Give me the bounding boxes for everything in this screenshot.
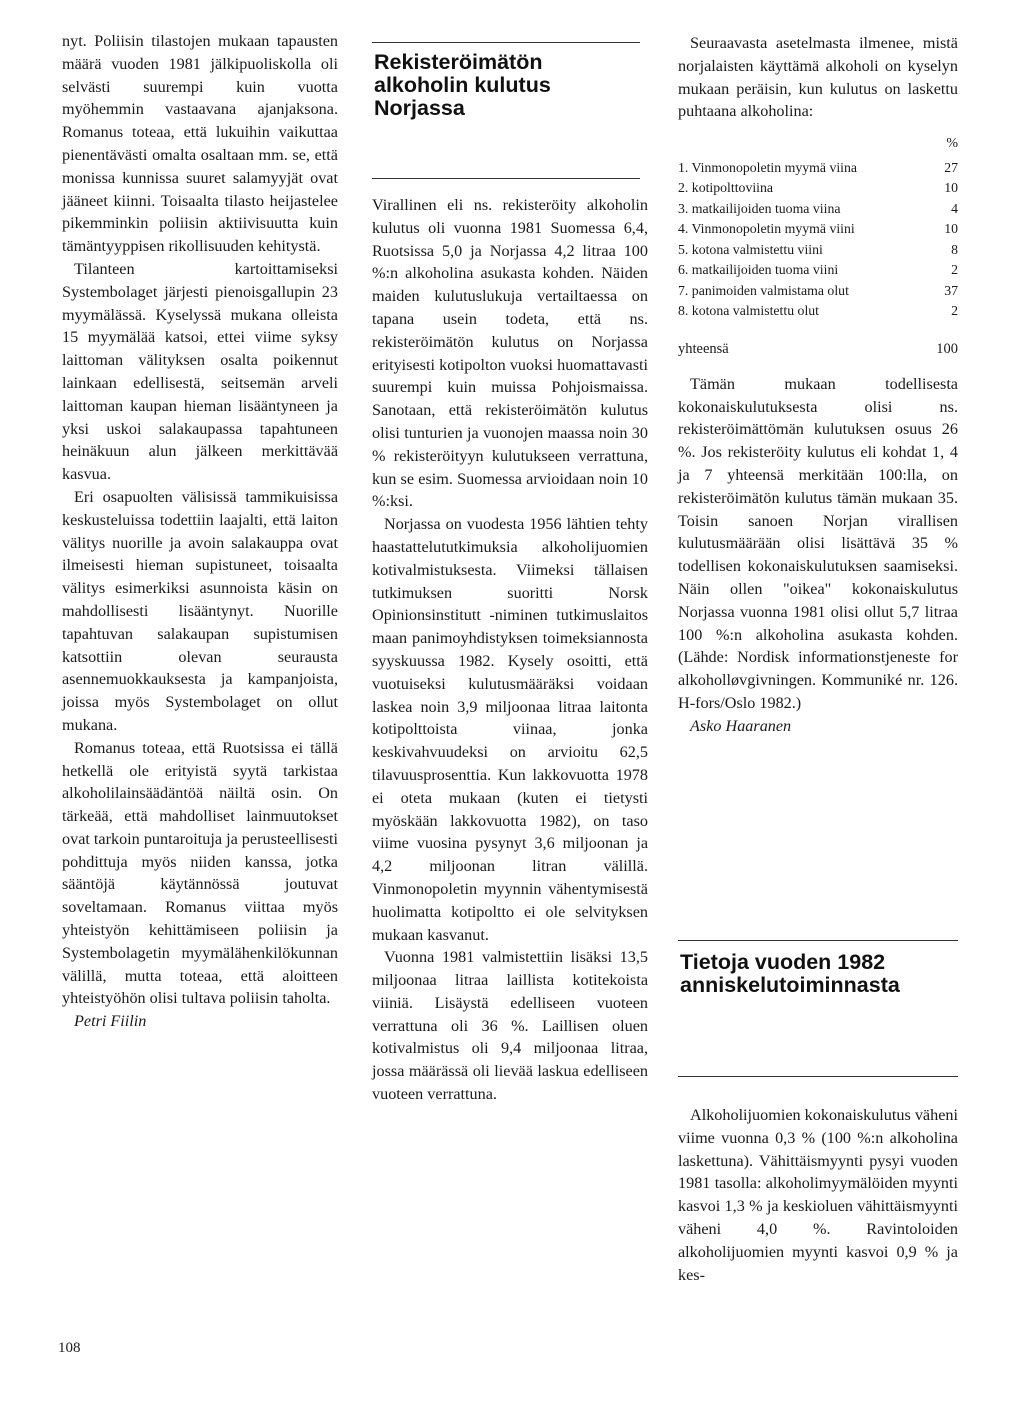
- body-paragraph: Norjassa on vuodesta 1956 lähtien tehty haastattelututkimuksia alkoholijuomien kotivalmistuksesta. Viimeksi tällaisen tutkimuksen suoritti Norsk Opinionsinstitutt -niminen tutkimuslaitos maan panimoyhdistyksen toimeksiannosta syyskuussa 1982. Kysely osoitti, että vuotuiseksi kulutusmääräksi voidaan laskea noin 3,9 miljoonaa litraa laitonta kotipolttoista viinaa, jonka keskivahvuudeksi on arvioitu 62,5 tilavuusprosenttia. Kun lakkovuotta 1978 ei oteta mukaan (kuten ei tietysti myöskään lakkovuotta 1982), on taso viime vuosina pysynyt 3,6 miljoonan ja 4,2 miljoonan litran välillä. Vinmonopoletin myynnin vähentymisestä huolimatta kotipoltto ei ole selvityksen mukaan kasvanut.: [372, 515, 648, 944]
- row-label: 1. Vinmonopoletin myymä viina: [678, 159, 858, 175]
- row-label: 7. panimoiden valmistama olut: [678, 282, 849, 298]
- intro-paragraph: Seuraavasta asetelmasta ilmenee, mistä norjalaisten käyttämä alkoholi on kyselyn mukaan peräisin, kun kulutus on laskettu puhtaana alkoholina:: [678, 34, 958, 121]
- author-signature: Petri Fiilin: [74, 1012, 147, 1031]
- body-paragraph: Romanus toteaa, että Ruotsissa ei tällä hetkellä ole erityistä syytä tarkistaa alkoholilainsäädäntöä näiltä osin. On tärkeää, että mahdolliset lainmuutokset ovat tarkoin puntaroituja ja perusteellisesti pohdittuja myös niiden kanssa, jotka sääntöjä käytännössä joutuvat soveltamaan. Romanus viittaa myös yhteistyön kehittämiseen poliisin ja Systembolagetin myymälähenkilökunnan välillä, mutta toteaa, että aloitteen yhteistyöhön olisi tultava poliisin taholta.: [62, 738, 339, 1008]
- table-row: [678, 199, 958, 220]
- body-paragraph: Alkoholijuomien kokonaiskulutus väheni viime vuonna 0,3 % (100 %:n alkoholina laskettuna). Vähittäismyynti pysyi vuoden 1981 tasolla: alkoholimyymälöiden myynti kasvoi 1,3 % ja keskioluen vähittäismyynti väheni 4,0 %. Ravintoloiden alkoholijuomien myynti kasvoi 0,9 % ja kes-: [678, 1106, 958, 1284]
- row-value: 10: [944, 180, 958, 196]
- row-label: 8. kotona valmistettu olut: [678, 303, 820, 319]
- table-row: [678, 178, 958, 199]
- row-label: 2. kotipolttoviina: [678, 180, 774, 196]
- headline-rule-bottom: [372, 178, 640, 179]
- row-label: 4. Vinmonopoletin myymä viini: [678, 221, 855, 237]
- body-paragraph: Virallinen eli ns. rekisteröity alkoholin kulutus oli vuonna 1981 Suomessa 6,4, Ruotsissa 5,0 ja Norjassa 4,2 litraa 100 %:n alkoholina asukasta kohden. Näiden maiden kulutuslukuja vertailtaessa on tapana usein todeta, että ns. rekisteröimätön kulutus on Norjassa erityisesti kotipolton vuoksi huomattavasti suurempi kuin muissa Pohjoismaissa. Sanotaan, että rekisteröimätön kulutus olisi tunturien ja vuonojen maassa noin 30 % rekisteröityyn kulutukseen verrattuna, kun se esim. Suomessa arvioidaan noin 10 %:ksi.: [372, 196, 648, 511]
- row-value: 8: [951, 241, 958, 257]
- total-value: 100: [936, 340, 958, 357]
- total-label: yhteensä: [678, 340, 729, 357]
- article-body: [678, 1104, 958, 1286]
- body-paragraph: Tilanteen kartoittamiseksi Systembolaget järjesti pienoisgallupin 23 myymälässä. Kyselyssä mukana olleista 15 myymälää katsoi, ettei viime syksy laittoman välityksen osalta poikennut lainkaan edellisestä, seitsemän arveli laittoman kaupan hieman lisääntyneen ja yksi uskoi salakaupassa tapahtuneen heinäkuun alun jälkeen merkittävää kasvua.: [62, 259, 338, 484]
- row-label: 3. matkailijoiden tuoma viina: [678, 200, 841, 216]
- row-value: 27: [944, 159, 958, 175]
- table-row: [678, 240, 958, 261]
- author-signature: Asko Haaranen: [690, 716, 792, 735]
- table-row: [678, 158, 958, 179]
- table-row: [678, 219, 958, 240]
- column-right: [678, 32, 958, 738]
- column-left: [62, 30, 338, 1033]
- body-paragraph: Eri osapuolten välisissä tammikuisissa keskusteluissa todettiin laajalti, että laiton välitys nuorille ja avoin salakauppa ovat ilmeisesti hieman supistuneet, toisaalta välitys esimerkiksi asunnoista käsin on mahdollisesti lisääntynyt. Nuorille tapahtuvan salakaupan supistumisen katsottiin olevan seurausta asennemuokkauksesta ja kampanjoista, joissa myös Systembolaget on ollut mukana.: [62, 487, 338, 734]
- article-headline: Rekisteröimätön alkoholin kulutus Norjassa: [374, 50, 551, 120]
- headline-rule-top: [372, 42, 640, 43]
- row-label: 6. matkailijoiden tuoma viini: [678, 262, 839, 278]
- headline-rule-top: [678, 940, 958, 941]
- row-value: 4: [951, 200, 958, 216]
- percent-header: %: [946, 136, 958, 152]
- body-paragraph: Vuonna 1981 valmistettiin lisäksi 13,5 miljoonaa litraa laillista kotitekoista viiniä. Lisäystä edelliseen vuoteen verrattuna oli 36 %. Laillisen oluen kotivalmistus oli 9,4 miljoonaa litraa, jossa määrässä oli lievää laskua edelliseen vuoteen verrattuna.: [372, 948, 648, 1104]
- table-total-row: [678, 338, 958, 361]
- alcohol-source-table: [678, 158, 958, 322]
- body-paragraph: Tämän mukaan todellisesta kokonaiskulutuksesta olisi ns. rekisteröimättömän kulutuksen osuus 26 %. Jos rekisteröity kulutus eli kohdat 1, 4 ja 7 yhteensä merkitään 100:lla, on rekisteröimätön kulutus tämän mukaan 35. Toisin sanoen Norjan virallisen kulutusmäärään olisi lisättävä 35 % todellisen kokonaiskulutuksen saamiseksi. Näin ollen "oikea" kokonaiskulutus Norjassa vuonna 1981 olisi ollut 5,7 litraa 100 %:n alkoholina asukasta kohden. (Lähde: Nordisk informationstjeneste for alkoholløvgivningen. Kommuniké nr. 126. H-fors/Oslo 1982.): [678, 374, 958, 712]
- body-paragraph: nyt. Poliisin tilastojen mukaan tapausten määrä vuoden 1981 jälkipuoliskolla oli selvästi suurempi kuin vuotta myöhemmin vastaavana ajanjaksona. Romanus toteaa, että lukuihin vaikuttaa pienentävästi omalta osaltaan mm. se, että monissa kunnissa suuret salamyyjät ovat jääneet kiinni. Toisaalta tilasto heijastelee pikemminkin poliisin aktiivisuutta kuin tämäntyyppisen rikollisuuden kehitystä.: [62, 32, 338, 256]
- page-number: 108: [58, 1340, 81, 1356]
- table-row: [678, 301, 958, 322]
- table-row: [678, 260, 958, 281]
- article-headline: Tietoja vuoden 1982 anniskelutoiminnasta: [680, 950, 900, 997]
- row-value: 37: [944, 282, 958, 298]
- headline-rule-bottom: [678, 1076, 958, 1077]
- column-middle: [372, 194, 648, 1106]
- row-value: 2: [951, 262, 958, 278]
- row-value: 2: [951, 303, 958, 319]
- table-row: [678, 281, 958, 302]
- row-value: 10: [944, 221, 958, 237]
- row-label: 5. kotona valmistettu viini: [678, 241, 823, 257]
